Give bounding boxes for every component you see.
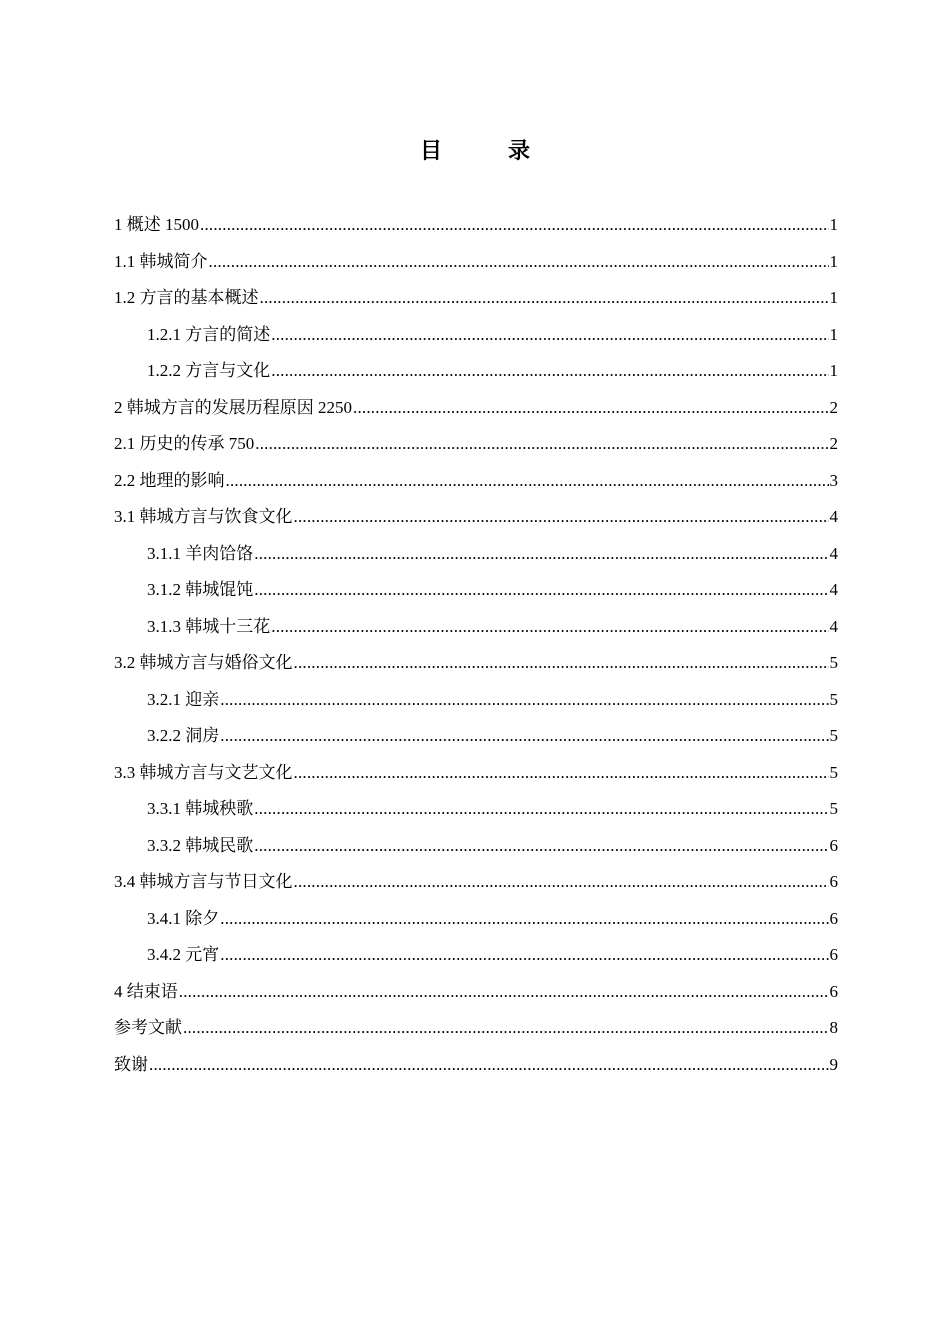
toc-entry-title: 致谢 bbox=[114, 1054, 148, 1074]
toc-entry[interactable] bbox=[114, 1050, 838, 1087]
toc-page-number: 2 bbox=[829, 397, 838, 417]
toc-page-number: 5 bbox=[829, 726, 838, 745]
toc-dot-leader bbox=[254, 794, 828, 824]
toc-page-number: 2 bbox=[829, 434, 838, 453]
toc-page-number: 4 bbox=[829, 580, 838, 599]
toc-dot-leader bbox=[220, 940, 828, 970]
toc-entry[interactable] bbox=[114, 393, 838, 430]
toc-entry[interactable] bbox=[114, 502, 838, 539]
toc-dot-leader bbox=[220, 721, 828, 751]
toc-entry[interactable] bbox=[114, 283, 838, 320]
toc-entry[interactable] bbox=[114, 356, 838, 393]
toc-entry-title: 1.2.1 方言的简述 bbox=[147, 324, 271, 344]
toc-title: 目 录 bbox=[419, 138, 552, 163]
toc-entry[interactable] bbox=[114, 831, 838, 868]
table-of-contents bbox=[114, 210, 838, 1086]
toc-page-number: 5 bbox=[829, 689, 838, 709]
toc-entry[interactable] bbox=[114, 1013, 838, 1050]
toc-page-number: 5 bbox=[829, 762, 838, 782]
toc-page-number: 1 bbox=[829, 215, 838, 234]
toc-dot-leader bbox=[353, 393, 829, 423]
toc-entry-title: 3.2 韩城方言与婚俗文化 bbox=[114, 653, 293, 672]
toc-entry[interactable] bbox=[114, 429, 838, 466]
toc-entry-title: 2.2 地理的影响 bbox=[114, 470, 225, 490]
toc-dot-leader bbox=[294, 502, 829, 532]
toc-page-number: 1 bbox=[829, 361, 838, 380]
toc-entry[interactable] bbox=[114, 685, 838, 722]
toc-entry-title: 1.2.2 方言与文化 bbox=[147, 361, 271, 380]
toc-entry[interactable] bbox=[114, 612, 838, 649]
toc-entry-title: 1.2 方言的基本概述 bbox=[114, 288, 259, 307]
toc-dot-leader bbox=[260, 283, 829, 313]
toc-page-number: 8 bbox=[829, 1018, 838, 1037]
toc-entry-title: 2.1 历史的传承 750 bbox=[114, 434, 255, 453]
toc-entry[interactable] bbox=[114, 794, 838, 831]
toc-entry[interactable] bbox=[114, 758, 838, 795]
toc-dot-leader bbox=[220, 685, 828, 715]
toc-entry-title: 3.1 韩城方言与饮食文化 bbox=[114, 507, 293, 526]
toc-dot-leader bbox=[294, 758, 829, 788]
toc-entry[interactable] bbox=[114, 867, 838, 904]
toc-entry[interactable] bbox=[114, 466, 838, 503]
toc-entry-title: 3.4.1 除夕 bbox=[147, 908, 220, 928]
toc-entry[interactable] bbox=[114, 247, 838, 284]
toc-entry[interactable] bbox=[114, 320, 838, 357]
toc-entry-title: 3.1.1 羊肉饸饹 bbox=[147, 543, 254, 563]
toc-entry[interactable] bbox=[114, 904, 838, 941]
toc-page-number: 6 bbox=[829, 981, 838, 1001]
toc-dot-leader bbox=[271, 356, 828, 386]
toc-dot-leader bbox=[209, 247, 829, 277]
toc-entry-title: 1.1 韩城简介 bbox=[114, 251, 208, 271]
toc-dot-leader bbox=[179, 977, 829, 1007]
toc-page-number: 4 bbox=[829, 616, 838, 636]
toc-page-number: 5 bbox=[829, 799, 838, 818]
toc-page-number: 6 bbox=[829, 872, 838, 891]
toc-entry-title: 3.4 韩城方言与节日文化 bbox=[114, 872, 293, 891]
toc-dot-leader bbox=[149, 1050, 829, 1080]
toc-entry-title: 3.3.1 韩城秧歌 bbox=[147, 799, 254, 818]
toc-page-number: 6 bbox=[829, 835, 838, 855]
toc-page-number: 1 bbox=[829, 324, 838, 344]
toc-dot-leader bbox=[200, 210, 829, 240]
toc-dot-leader bbox=[254, 831, 828, 861]
toc-entry-title: 参考文献 bbox=[114, 1018, 182, 1037]
toc-entry-title: 3.2.2 洞房 bbox=[147, 726, 220, 745]
toc-entry-title: 3.2.1 迎亲 bbox=[147, 689, 220, 709]
toc-page-number: 5 bbox=[829, 653, 838, 672]
toc-dot-leader bbox=[254, 539, 828, 569]
toc-entry-title: 4 结束语 bbox=[114, 981, 178, 1001]
toc-entry[interactable] bbox=[114, 721, 838, 758]
toc-entry-title: 3.3.2 韩城民歌 bbox=[147, 835, 254, 855]
toc-page-number: 6 bbox=[829, 945, 838, 964]
toc-entry-title: 3.4.2 元宵 bbox=[147, 945, 220, 964]
toc-entry[interactable] bbox=[114, 210, 838, 247]
toc-page-number: 1 bbox=[829, 288, 838, 307]
toc-dot-leader bbox=[294, 648, 829, 678]
toc-dot-leader bbox=[226, 466, 829, 496]
toc-dot-leader bbox=[220, 904, 828, 934]
toc-page-number: 3 bbox=[829, 470, 838, 490]
toc-entry-title: 2 韩城方言的发展历程原因 2250 bbox=[114, 397, 352, 417]
toc-entry[interactable] bbox=[114, 539, 838, 576]
toc-entry[interactable] bbox=[114, 648, 838, 685]
toc-entry[interactable] bbox=[114, 575, 838, 612]
toc-entry[interactable] bbox=[114, 977, 838, 1014]
toc-entry[interactable] bbox=[114, 940, 838, 977]
toc-page-number: 1 bbox=[829, 251, 838, 271]
toc-dot-leader bbox=[255, 429, 828, 459]
toc-dot-leader bbox=[294, 867, 829, 897]
toc-page-number: 9 bbox=[829, 1054, 838, 1074]
toc-dot-leader bbox=[271, 612, 828, 642]
toc-entry-title: 3.1.3 韩城十三花 bbox=[147, 616, 271, 636]
toc-entry-title: 3.3 韩城方言与文艺文化 bbox=[114, 762, 293, 782]
toc-page-number: 6 bbox=[829, 908, 838, 928]
toc-entry-title: 1 概述 1500 bbox=[114, 215, 199, 234]
toc-dot-leader bbox=[271, 320, 828, 350]
toc-page-number: 4 bbox=[829, 543, 838, 563]
toc-page-number: 4 bbox=[829, 507, 838, 526]
toc-dot-leader bbox=[183, 1013, 829, 1043]
toc-entry-title: 3.1.2 韩城馄饨 bbox=[147, 580, 254, 599]
toc-dot-leader bbox=[254, 575, 828, 605]
